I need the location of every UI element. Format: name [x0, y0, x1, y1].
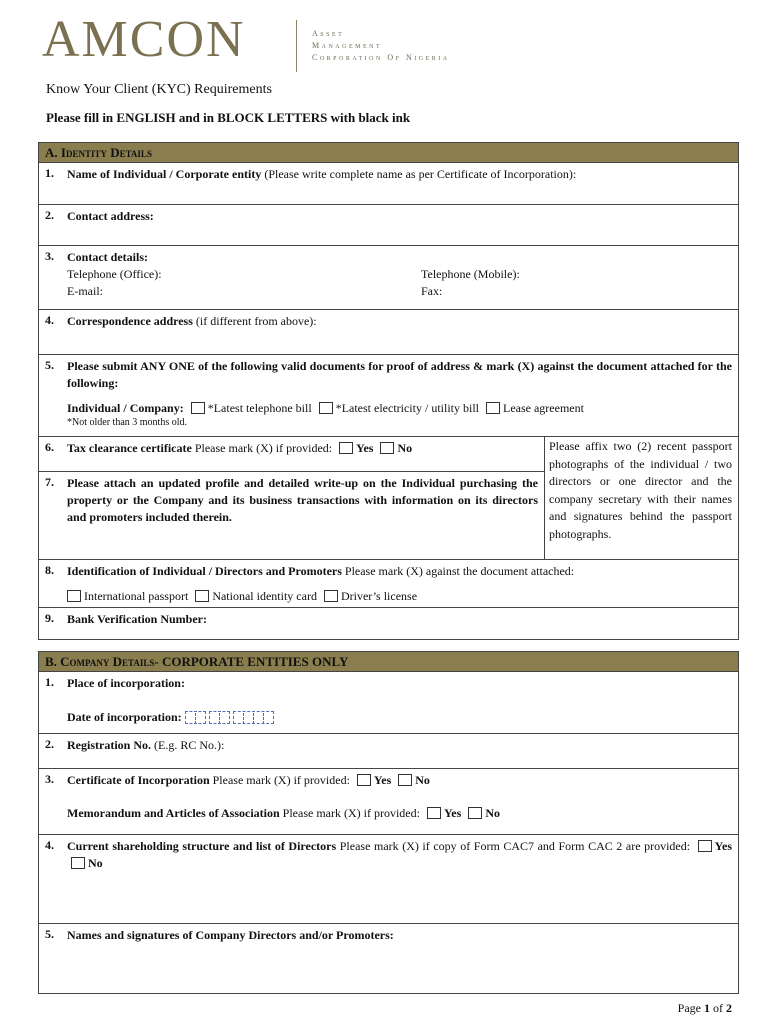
row-number: 2. — [45, 737, 54, 751]
memorandum-yes-checkbox[interactable] — [427, 807, 441, 819]
no-label: No — [397, 441, 413, 455]
field-label: Contact address: — [67, 209, 154, 223]
drivers-license-label: Driver’s license — [340, 589, 418, 603]
row-number: 9. — [45, 611, 54, 625]
row-b1-incorporation[interactable] — [39, 672, 738, 734]
row-number: 3. — [45, 249, 54, 263]
date-month-input[interactable] — [209, 711, 230, 724]
field-hint: Please mark (X) if copy of Form CAC7 and Form CAC 2 are provided: — [336, 839, 691, 853]
page-current: 1 — [704, 1001, 710, 1015]
no-label: No — [415, 773, 430, 787]
row-number: 7. — [45, 475, 54, 489]
no-label: No — [485, 806, 500, 820]
logo-subtitle — [312, 28, 450, 64]
row-b5-signatures[interactable] — [39, 924, 738, 994]
field-label: Name of Individual / Corporate entity — [67, 167, 262, 181]
row-number: 4. — [45, 838, 54, 852]
row-a1-name[interactable] — [39, 163, 738, 205]
field-hint: Please mark (X) if provided: — [279, 806, 420, 820]
national-id-label: National identity card — [212, 589, 317, 603]
page-total: 2 — [726, 1001, 732, 1015]
logo-sub-line3: Corporation Of Nigeria — [312, 53, 450, 62]
page-number — [678, 1001, 732, 1016]
row-b3-certificates — [39, 769, 738, 835]
passport-checkbox[interactable] — [67, 590, 81, 602]
rows-a6-a7-block — [39, 437, 738, 560]
certificate-no-checkbox[interactable] — [398, 774, 412, 786]
fax-label: Fax: — [421, 284, 443, 298]
yes-label: Yes — [714, 839, 733, 853]
row-number: 1. — [45, 675, 54, 689]
row-a9-bvn[interactable] — [39, 608, 738, 641]
telephone-bill-checkbox[interactable] — [191, 402, 205, 414]
telephone-bill-label: *Latest telephone bill — [207, 401, 312, 415]
memorandum-label: Memorandum and Articles of Association — [67, 806, 280, 820]
row-a7-profile — [39, 472, 544, 558]
yes-label: Yes — [356, 441, 374, 455]
document-age-note: *Not older than 3 months old. — [67, 417, 187, 428]
yes-label: Yes — [373, 773, 392, 787]
tax-clearance-no-checkbox[interactable] — [380, 442, 394, 454]
field-label: Contact details: — [67, 250, 148, 264]
section-b-title: B. Company Details- CORPORATE ENTITIES ONLY — [39, 652, 738, 672]
row-number: 3. — [45, 772, 54, 786]
row-number: 8. — [45, 563, 54, 577]
row-number: 4. — [45, 313, 54, 327]
field-label: Please submit ANY ONE of the following valid documents for proof of address & mark (X) against the document attached for the following: — [67, 359, 732, 390]
field-label: Correspondence address — [67, 314, 193, 328]
passport-photo-note: Please affix two (2) recent passport photographs of the individual / two directors or one director and the company secretary with their names and signatures behind the passport photographs. — [549, 439, 732, 541]
email-label: E-mail: — [67, 284, 103, 298]
field-label: Certificate of Incorporation — [67, 773, 210, 787]
row-a5-proof-of-address — [39, 355, 738, 437]
row-a3-contact-details[interactable] — [39, 246, 738, 310]
field-label: Names and signatures of Company Directors and/or Promoters: — [67, 928, 394, 942]
row-b4-shareholding — [39, 835, 738, 924]
row-b2-registration-number[interactable] — [39, 734, 738, 769]
lease-agreement-label: Lease agreement — [502, 401, 584, 415]
section-b-company-details — [38, 651, 739, 994]
field-hint: Please mark (X) if provided: — [209, 773, 350, 787]
lease-agreement-checkbox[interactable] — [486, 402, 500, 414]
page-word: Page — [677, 1001, 704, 1015]
certificate-yes-checkbox[interactable] — [357, 774, 371, 786]
date-year-input[interactable] — [233, 711, 274, 724]
telephone-office-label: Telephone (Office): — [67, 267, 162, 281]
logo-sub-line1: Asset — [312, 29, 345, 38]
national-id-checkbox[interactable] — [195, 590, 209, 602]
row-number: 5. — [45, 927, 54, 941]
row-number: 5. — [45, 358, 54, 372]
row-a4-correspondence-address[interactable] — [39, 310, 738, 355]
field-label: Current shareholding structure and list of Directors — [67, 839, 337, 853]
logo-divider — [296, 20, 297, 72]
field-label: Identification of Individual / Directors and Promoters — [67, 564, 342, 578]
date-day-input[interactable] — [185, 711, 206, 724]
field-hint: (E.g. RC No.): — [151, 738, 225, 752]
field-label: Please attach an updated profile and detailed write-up on the Individual purchasing the property or the Company and its business transactions with information on its directors and promoters included therein. — [67, 476, 538, 524]
date-of-incorporation-label: Date of incorporation: — [67, 710, 182, 724]
yes-label: Yes — [443, 806, 462, 820]
utility-bill-label: *Latest electricity / utility bill — [335, 401, 479, 415]
no-label: No — [88, 856, 103, 870]
amcon-logo: AMCON — [42, 11, 246, 68]
cac-forms-yes-checkbox[interactable] — [698, 840, 712, 852]
of-word: of — [710, 1001, 726, 1015]
row-number: 2. — [45, 208, 54, 222]
field-label: Registration No. — [67, 738, 151, 752]
section-a-title: A. Identity Details — [39, 143, 738, 163]
utility-bill-checkbox[interactable] — [319, 402, 333, 414]
row-number: 1. — [45, 166, 54, 180]
tax-clearance-yes-checkbox[interactable] — [339, 442, 353, 454]
field-label: Bank Verification Number: — [67, 612, 208, 626]
section-a-identity-details — [38, 142, 739, 640]
telephone-mobile-label: Telephone (Mobile): — [421, 267, 520, 281]
row-a6-tax-clearance — [39, 437, 544, 472]
field-label: Place of incorporation: — [67, 676, 185, 690]
form-instruction: Please fill in ENGLISH and in BLOCK LETTERS with black ink — [46, 110, 411, 125]
field-hint: (Please write complete name as per Certificate of Incorporation): — [261, 167, 577, 181]
drivers-license-checkbox[interactable] — [324, 590, 338, 602]
field-hint: Please mark (X) if provided: — [191, 441, 333, 455]
field-label: Tax clearance certificate — [67, 441, 192, 455]
cac-forms-no-checkbox[interactable] — [71, 857, 85, 869]
field-hint: Please mark (X) against the document attached: — [341, 564, 575, 578]
field-hint: (if different from above): — [192, 314, 317, 328]
row-a2-contact-address[interactable] — [39, 205, 738, 246]
row-number: 6. — [45, 440, 54, 454]
individual-company-label: Individual / Company: — [67, 401, 184, 415]
row-a8-identification — [39, 560, 738, 608]
passport-label: International passport — [84, 589, 189, 603]
logo-sub-line2: Management — [312, 41, 383, 50]
form-title: Know Your Client (KYC) Requirements — [46, 82, 272, 97]
memorandum-no-checkbox[interactable] — [468, 807, 482, 819]
